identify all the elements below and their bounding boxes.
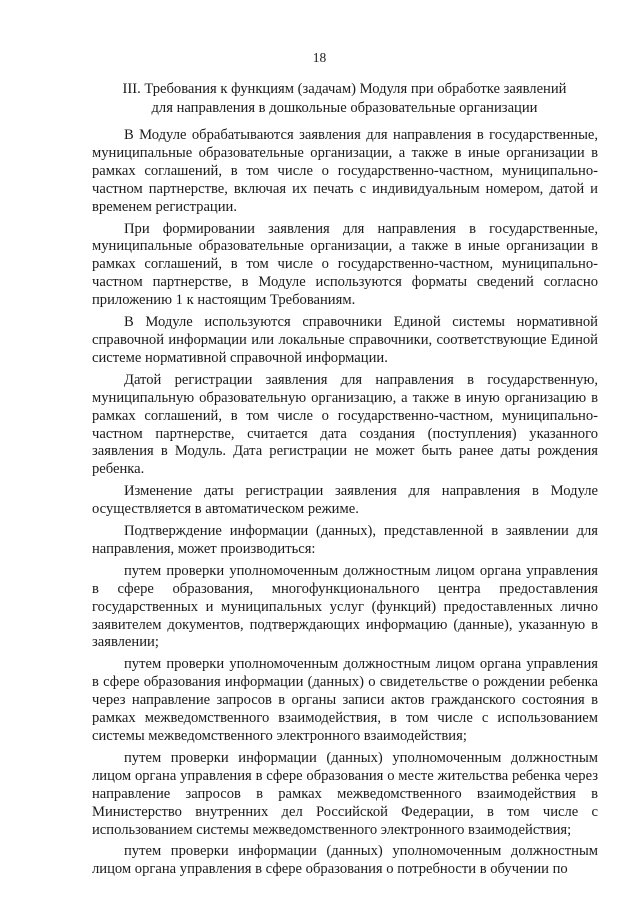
paragraph: Датой регистрации заявления для направления в государственную, муниципальную образовательную организацию, а также в иную организацию в рамках соглашений, в том числе о государственно-частном, муниципально-частном партнерстве, считается дата создания (поступления) указанного заявления в Модуль. Дата регистрации не может быть ранее даты рождения ребенка. — [92, 371, 598, 478]
section-title-line-2: для направления в дошкольные образовательные организации — [151, 100, 538, 116]
list-item: путем проверки информации (данных) уполномоченным должностным лицом органа управления в сфере образования о месте жительства ребенка через направление запросов в рамках межведомственного взаимодействия в Министерство внутренних дел Российской Федерации, в том числе с использованием системы межведомственного электронного взаимодействия; — [92, 749, 598, 838]
section-title — [92, 80, 597, 118]
paragraph: Подтверждение информации (данных), представленной в заявлении для направления, может производиться: — [92, 523, 598, 557]
section-title-line-1: III. Требования к функциям (задачам) Модуля при обработке заявлений — [122, 81, 567, 97]
list-item: путем проверки информации (данных) уполномоченным должностным лицом органа управления в сфере образования о потребности в обучении по — [92, 843, 598, 878]
paragraph: Изменение даты регистрации заявления для направления в Модуле осуществляется в автоматическом режиме. — [92, 483, 598, 518]
page-number: 18 — [312, 50, 327, 65]
paragraph: В Модуле обрабатываются заявления для направления в государственные, муниципальные образовательные организации, а также в иные организации в рамках соглашений, в том числе о государственно-частном, муниципально-частном партнерстве, включая их печать с индивидуальным номером, датой и временем регистрации. — [92, 127, 598, 215]
paragraph: В Модуле используются справочники Единой системы нормативной справочной информации или локальные справочники, соответствующие Единой системе нормативной справочной информации. — [92, 314, 598, 366]
list-item: путем проверки уполномоченным должностным лицом органа управления в сфере образования информации (данных) о свидетельстве о рождении ребенка через направление запросов в органы записи актов гражданского состояния в рамках межведомственного взаимодействия, в том числе с использованием системы межведомственного электронного взаимодействия; — [92, 656, 598, 744]
paragraph: При формировании заявления для направления в государственные, муниципальные образовательные организации, а также в иные организации в рамках соглашений, в том числе о государственно-частном, муниципально-частном партнерстве, в Модуле используются форматы сведений согласно приложению 1 к настоящим Требованиям. — [92, 220, 598, 309]
document-body — [92, 127, 598, 883]
list-item: путем проверки уполномоченным должностным лицом органа управления в сфере образования, многофункционального центра предоставления государственных и муниципальных услуг (функций) предоставленных лично заявителем документов, подтверждающих информацию (данные), указанную в заявлении; — [92, 562, 598, 651]
